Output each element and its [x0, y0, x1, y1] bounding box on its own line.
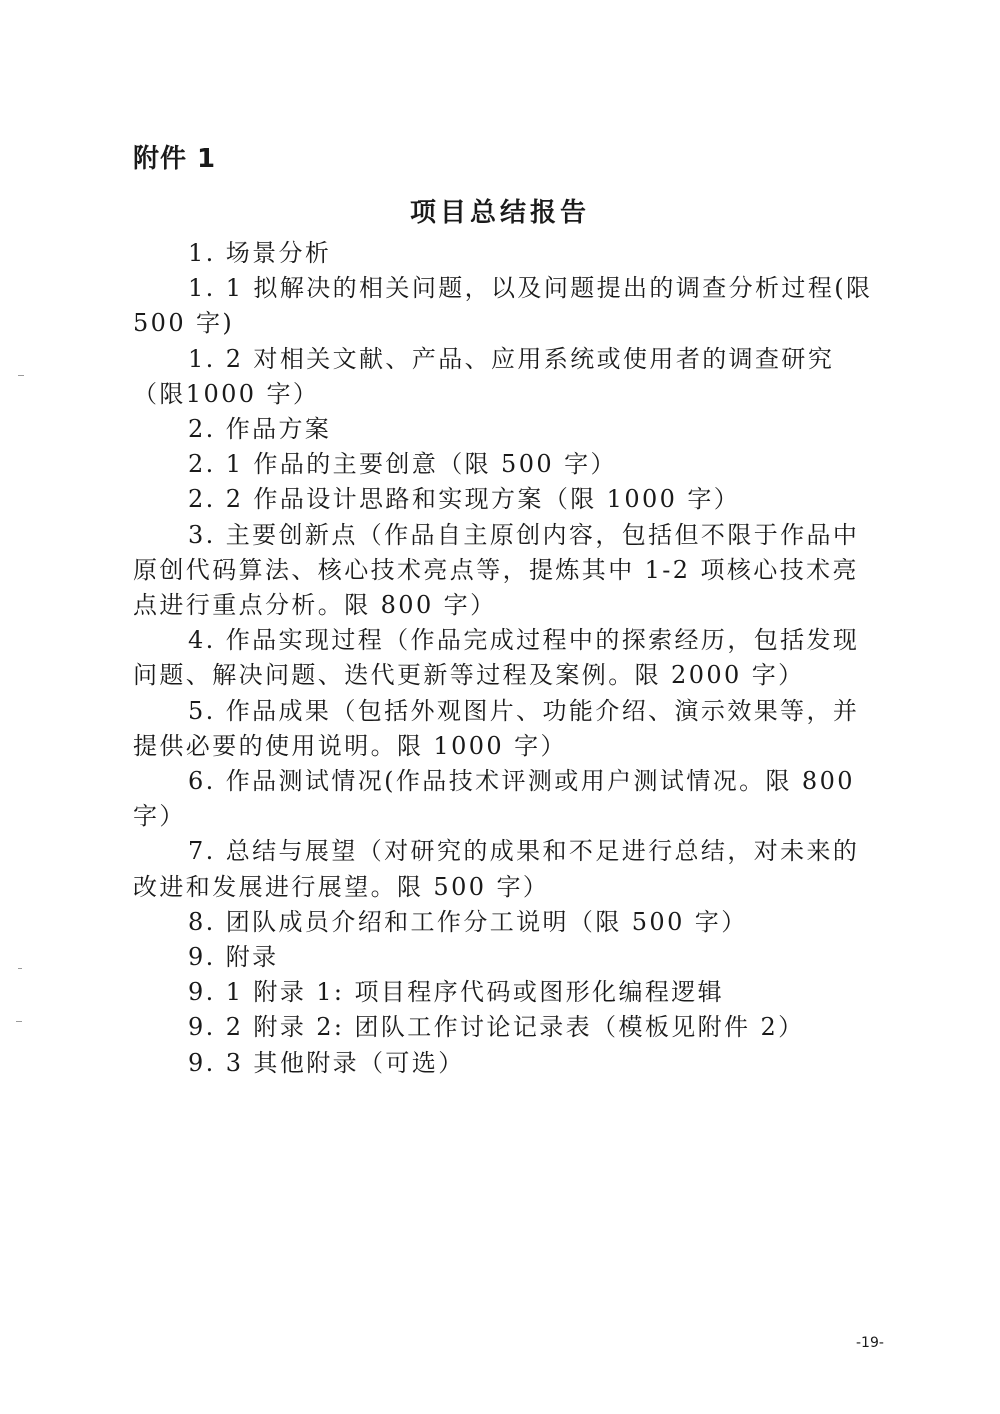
- outline-item: 8. 团队成员介绍和工作分工说明（限 500 字）: [188, 907, 748, 936]
- outline-item: 7. 总结与展望（对研究的成果和不足进行总结，对未来的改进和发展进行展望。限 500 字）: [133, 837, 860, 901]
- outline-item: 2. 作品方案: [188, 415, 332, 444]
- outline-item: 2. 1 作品的主要创意（限 500 字）: [188, 450, 617, 479]
- outline-item: 9. 2 附录 2: 团队工作讨论记录表（模板见附件 2）: [188, 1013, 805, 1042]
- scan-speck: [16, 1021, 22, 1022]
- scan-speck: [18, 375, 24, 376]
- document-title: 项目总结报告: [409, 198, 590, 228]
- outline-item: 1. 场景分析: [188, 239, 332, 267]
- outline-item: 6. 作品测试情况(作品技术评测或用户测试情况。限 800 字）: [133, 767, 855, 831]
- outline-item: 9. 1 附录 1: 项目程序代码或图形化编程逻辑: [188, 978, 725, 1007]
- outline-item: 4. 作品实现过程（作品完成过程中的探索经历，包括发现问题、解决问题、迭代更新等过程及案例。限 2000 字）: [133, 626, 860, 690]
- attachment-label: 附件 1: [133, 144, 217, 174]
- outline-item: 5. 作品成果（包括外观图片、功能介绍、演示效果等，并提供必要的使用说明。限 1000 字）: [133, 696, 860, 760]
- outline-item: 2. 2 作品设计思路和实现方案（限 1000 字）: [188, 485, 741, 514]
- outline-item: 1. 2 对相关文献、产品、应用系统或使用者的调查研究（限1000 字）: [133, 344, 835, 408]
- outline-item: 1. 1 拟解决的相关问题，以及问题提出的调查分析过程(限500 字): [133, 274, 873, 338]
- outline-item: 9. 附录: [188, 943, 279, 972]
- page-number: -19-: [856, 1335, 884, 1351]
- outline-item: 3. 主要创新点（作品自主原创内容，包括但不限于作品中原创代码算法、核心技术亮点等，提炼其中 1-2 项核心技术亮点进行重点分析。限 800 字）: [133, 520, 860, 620]
- scan-speck: [18, 968, 22, 969]
- outline-item: 9. 3 其他附录（可选）: [188, 1048, 465, 1077]
- report-outline: [133, 236, 883, 1081]
